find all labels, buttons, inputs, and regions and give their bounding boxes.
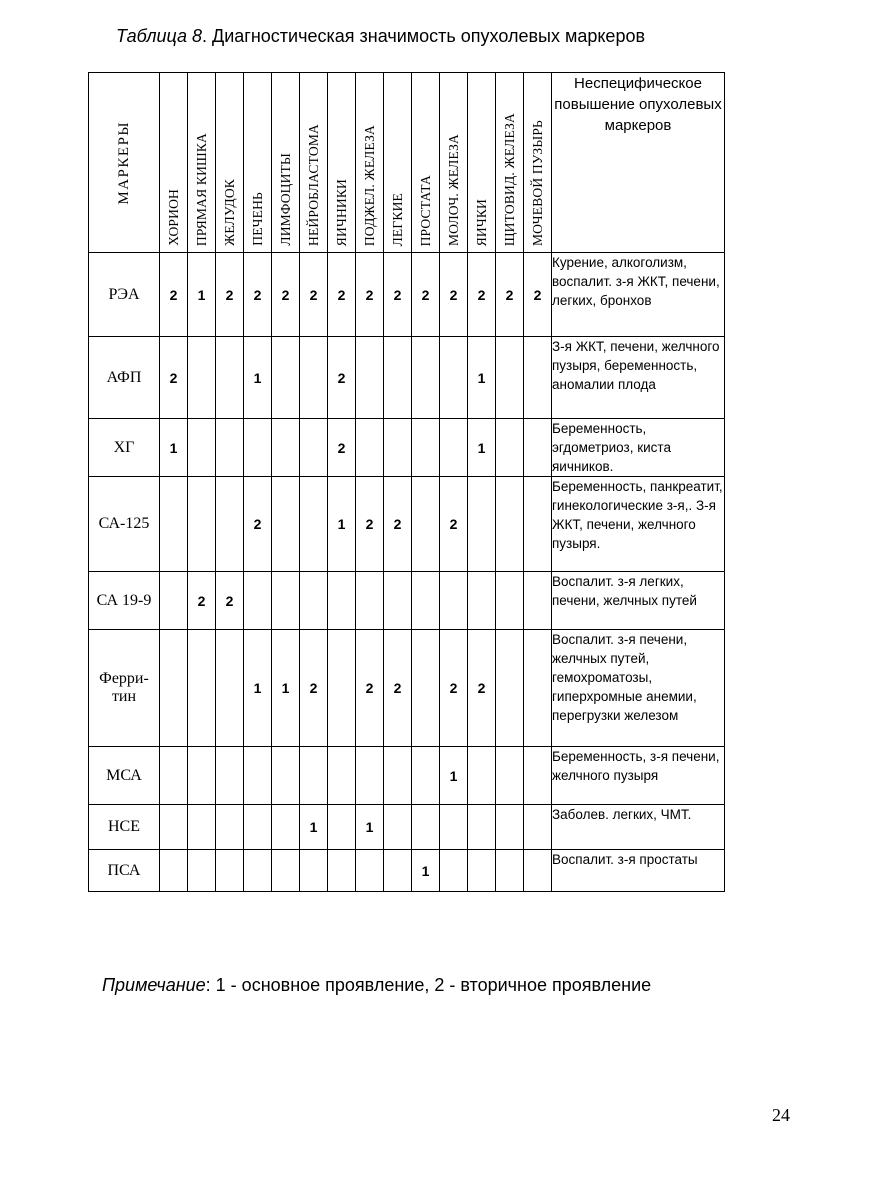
significance-cell <box>216 419 244 477</box>
significance-cell <box>160 630 188 747</box>
significance-cell <box>188 477 216 572</box>
table-note <box>102 975 802 996</box>
table-row <box>89 805 725 850</box>
significance-cell <box>468 477 496 572</box>
organ-header: ЯИЧКИ <box>468 73 496 253</box>
significance-cell: 2 <box>300 630 328 747</box>
significance-cell <box>244 747 272 805</box>
page-number: 24 <box>772 1105 790 1125</box>
marker-name: СА-125 <box>89 477 160 572</box>
significance-cell <box>300 850 328 892</box>
nonspecific-causes: Беременность, эгдометриоз, киста яичников. <box>552 419 725 477</box>
significance-cell <box>440 572 468 630</box>
significance-cell <box>524 630 552 747</box>
significance-cell <box>216 630 244 747</box>
caption-text: . Диагностическая значимость опухолевых маркеров <box>202 26 646 46</box>
significance-cell <box>440 850 468 892</box>
significance-cell <box>244 850 272 892</box>
significance-cell <box>356 850 384 892</box>
significance-cell <box>272 850 300 892</box>
significance-cell: 1 <box>188 253 216 337</box>
note-text: : 1 - основное проявление, 2 - вторичное проявление <box>205 975 652 995</box>
significance-cell <box>160 805 188 850</box>
marker-name: Ферри-тин <box>89 630 160 747</box>
significance-cell: 2 <box>496 253 524 337</box>
significance-cell <box>300 572 328 630</box>
significance-cell <box>160 572 188 630</box>
significance-cell: 2 <box>384 477 412 572</box>
table-caption <box>116 26 816 47</box>
note-label: Примечание <box>102 975 206 995</box>
significance-cell <box>524 747 552 805</box>
significance-cell <box>356 419 384 477</box>
nonspecific-causes: Курение, алкоголизм, воспалит. з-я ЖКТ, печени, легких, бронхов <box>552 253 725 337</box>
significance-cell <box>496 419 524 477</box>
significance-cell <box>216 850 244 892</box>
organ-header: ЯИЧНИКИ <box>328 73 356 253</box>
significance-cell <box>160 850 188 892</box>
significance-cell: 2 <box>440 477 468 572</box>
significance-cell <box>384 805 412 850</box>
significance-cell <box>496 747 524 805</box>
significance-cell <box>272 337 300 419</box>
significance-cell <box>440 337 468 419</box>
significance-cell <box>216 477 244 572</box>
significance-cell <box>300 419 328 477</box>
significance-cell: 2 <box>468 630 496 747</box>
significance-cell <box>244 419 272 477</box>
significance-cell: 1 <box>244 630 272 747</box>
significance-cell <box>440 805 468 850</box>
significance-cell <box>524 337 552 419</box>
organ-header: ПРЯМАЯ КИШКА <box>188 73 216 253</box>
table-row <box>89 850 725 892</box>
significance-cell <box>328 805 356 850</box>
significance-cell: 1 <box>356 805 384 850</box>
significance-cell <box>272 572 300 630</box>
significance-cell <box>496 572 524 630</box>
nonspecific-causes: Воспалит. з-я печени, желчных путей, гемохроматозы, гиперхромные анемии, перегрузки железом <box>552 630 725 747</box>
significance-cell <box>244 805 272 850</box>
significance-cell <box>188 337 216 419</box>
significance-cell: 1 <box>300 805 328 850</box>
marker-name: ПСА <box>89 850 160 892</box>
table-row <box>89 337 725 419</box>
significance-cell <box>412 805 440 850</box>
significance-cell <box>300 747 328 805</box>
significance-cell <box>328 850 356 892</box>
significance-cell <box>524 477 552 572</box>
table-row <box>89 747 725 805</box>
marker-name: СА 19-9 <box>89 572 160 630</box>
significance-cell: 2 <box>440 253 468 337</box>
significance-cell: 2 <box>384 630 412 747</box>
significance-cell <box>524 419 552 477</box>
significance-cell <box>244 572 272 630</box>
marker-name: РЭА <box>89 253 160 337</box>
organ-header: ПЕЧЕНЬ <box>244 73 272 253</box>
organ-header: ПОДЖЕЛ. ЖЕЛЕЗА <box>356 73 384 253</box>
significance-cell: 1 <box>412 850 440 892</box>
significance-cell <box>384 419 412 477</box>
marker-name: НСЕ <box>89 805 160 850</box>
organ-header: МОЧЕВОЙ ПУЗЫРЬ <box>524 73 552 253</box>
significance-cell <box>328 747 356 805</box>
significance-cell <box>412 630 440 747</box>
significance-cell <box>216 805 244 850</box>
significance-cell <box>216 337 244 419</box>
significance-cell: 2 <box>384 253 412 337</box>
significance-cell <box>384 572 412 630</box>
significance-cell: 2 <box>328 419 356 477</box>
table-row <box>89 572 725 630</box>
marker-name: МСА <box>89 747 160 805</box>
table-row <box>89 630 725 747</box>
significance-cell <box>384 747 412 805</box>
significance-cell <box>468 850 496 892</box>
significance-cell <box>468 805 496 850</box>
significance-cell: 2 <box>524 253 552 337</box>
organ-header: ЖЕЛУДОК <box>216 73 244 253</box>
significance-cell <box>440 419 468 477</box>
markers-column-header: МАРКЕРЫ <box>89 73 160 253</box>
significance-cell <box>300 477 328 572</box>
significance-cell <box>412 747 440 805</box>
significance-cell: 1 <box>468 337 496 419</box>
significance-cell <box>188 805 216 850</box>
significance-cell: 2 <box>356 477 384 572</box>
significance-cell <box>412 572 440 630</box>
significance-cell: 2 <box>216 253 244 337</box>
significance-cell: 2 <box>160 337 188 419</box>
significance-cell: 2 <box>160 253 188 337</box>
significance-cell <box>188 747 216 805</box>
significance-cell <box>384 850 412 892</box>
significance-cell: 2 <box>412 253 440 337</box>
table-row <box>89 419 725 477</box>
significance-cell <box>356 747 384 805</box>
organ-header: ЛИМФОЦИТЫ <box>272 73 300 253</box>
significance-cell: 2 <box>356 630 384 747</box>
significance-cell <box>328 572 356 630</box>
significance-cell <box>384 337 412 419</box>
significance-cell <box>496 337 524 419</box>
significance-cell <box>356 337 384 419</box>
significance-cell <box>524 850 552 892</box>
significance-cell <box>468 572 496 630</box>
significance-cell: 1 <box>328 477 356 572</box>
significance-cell <box>272 805 300 850</box>
marker-name: АФП <box>89 337 160 419</box>
significance-cell <box>496 630 524 747</box>
significance-cell: 2 <box>188 572 216 630</box>
significance-cell <box>160 747 188 805</box>
significance-cell: 1 <box>272 630 300 747</box>
nonspecific-causes: Беременность, з-я печени, желчного пузыря <box>552 747 725 805</box>
organ-header: ХОРИОН <box>160 73 188 253</box>
significance-cell <box>356 572 384 630</box>
significance-cell <box>412 477 440 572</box>
organ-header: ПРОСТАТА <box>412 73 440 253</box>
significance-cell <box>468 747 496 805</box>
significance-cell <box>188 850 216 892</box>
significance-cell: 1 <box>440 747 468 805</box>
nonspecific-column-header: Неспецифическое повышение опухолевых маркеров <box>552 73 725 253</box>
significance-cell <box>412 337 440 419</box>
significance-cell: 2 <box>216 572 244 630</box>
nonspecific-causes: Воспалит. з-я легких, печени, желчных путей <box>552 572 725 630</box>
significance-cell <box>188 419 216 477</box>
significance-cell <box>412 419 440 477</box>
organ-header: ЛЕГКИЕ <box>384 73 412 253</box>
marker-name: ХГ <box>89 419 160 477</box>
organ-header: НЕЙРОБЛАСТОМА <box>300 73 328 253</box>
significance-cell: 2 <box>356 253 384 337</box>
significance-cell <box>160 477 188 572</box>
significance-cell <box>496 805 524 850</box>
significance-cell: 1 <box>244 337 272 419</box>
significance-cell <box>216 747 244 805</box>
table-row <box>89 477 725 572</box>
significance-cell: 2 <box>300 253 328 337</box>
tumor-markers-table <box>88 72 725 892</box>
nonspecific-causes: Заболев. легких, ЧМТ. <box>552 805 725 850</box>
significance-cell <box>524 572 552 630</box>
significance-cell <box>524 805 552 850</box>
table-body <box>89 253 725 892</box>
nonspecific-causes: З-я ЖКТ, печени, желчного пузыря, беременность, аномалии плода <box>552 337 725 419</box>
significance-cell: 2 <box>272 253 300 337</box>
significance-cell <box>272 747 300 805</box>
significance-cell <box>496 477 524 572</box>
significance-cell: 2 <box>440 630 468 747</box>
organ-header: ЩИТОВИД. ЖЕЛЕЗА <box>496 73 524 253</box>
table-row <box>89 253 725 337</box>
significance-cell: 2 <box>468 253 496 337</box>
significance-cell: 2 <box>328 253 356 337</box>
significance-cell: 2 <box>244 477 272 572</box>
significance-cell: 2 <box>328 337 356 419</box>
significance-cell <box>272 419 300 477</box>
significance-cell: 1 <box>160 419 188 477</box>
significance-cell <box>300 337 328 419</box>
caption-label: Таблица 8 <box>116 26 203 46</box>
header-row <box>89 73 725 253</box>
significance-cell <box>496 850 524 892</box>
nonspecific-causes: Беременность, панкреатит, гинекологические з-я,. З-я ЖКТ, печени, желчного пузыря. <box>552 477 725 572</box>
nonspecific-causes: Воспалит. з-я простаты <box>552 850 725 892</box>
significance-cell <box>328 630 356 747</box>
significance-cell: 1 <box>468 419 496 477</box>
organ-header: МОЛОЧ. ЖЕЛЕЗА <box>440 73 468 253</box>
significance-cell: 2 <box>244 253 272 337</box>
significance-cell <box>188 630 216 747</box>
significance-cell <box>272 477 300 572</box>
